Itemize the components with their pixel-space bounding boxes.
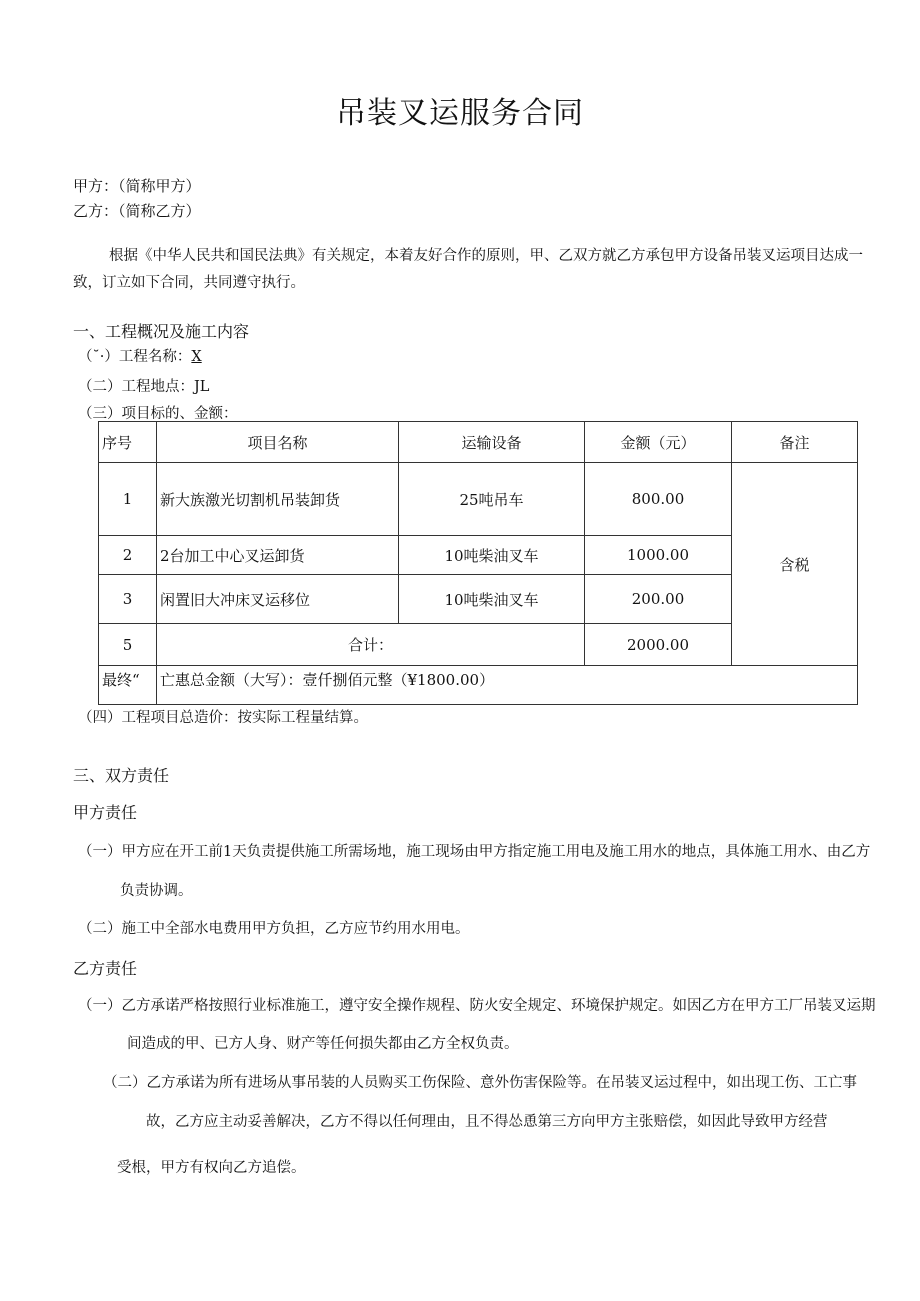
- row-no: 1: [99, 463, 157, 536]
- row-equipment: 25吨吊车: [399, 463, 585, 536]
- header-equipment: 运输设备: [399, 422, 585, 463]
- party-a-duty-1-line-1: （一）甲方应在开工前1天负责提供施工所需场地，施工现场由甲方指定施工用电及施工用水的地点，具体施工用水、由乙方: [78, 844, 871, 860]
- project-name-label: （˘·）工程名称：: [78, 349, 192, 365]
- section-3-heading: 三、双方责任: [73, 766, 170, 785]
- row-project-name: 新大族激光切割机吊装卸货: [157, 463, 399, 536]
- project-amount-item: （三）项目标的、金额：: [78, 406, 238, 422]
- header-no: 序号: [99, 422, 157, 463]
- party-a-duties-heading: 甲方责任: [73, 803, 138, 822]
- party-b-duty-2-line-1: （二）乙方承诺为所有进场从事吊装的人员购买工伤保险、意外伤害保险等。在吊装叉运过程中，如出现工伤、工亡事: [103, 1075, 857, 1091]
- remark-cell: 含税: [732, 463, 858, 666]
- row-project-name: 闲置旧大冲床叉运移位: [157, 575, 399, 624]
- project-location-item: （二）工程地点：JL: [78, 379, 210, 395]
- section-1-heading: 一、工程概况及施工内容: [73, 322, 250, 341]
- party-b-duty-1-line-2: 间造成的甲、已方人身、财产等任何损失都由乙方全权负责。: [127, 1036, 519, 1052]
- preamble-line-1: 根据《中华人民共和国民法典》有关规定，本着友好合作的原则，甲、乙双方就乙方承包甲方设备吊装叉运项目达成一: [109, 248, 863, 264]
- project-name-item: [78, 345, 202, 366]
- table-header-row: [99, 422, 858, 463]
- row-no: 2: [99, 536, 157, 575]
- total-label: 合计：: [157, 624, 585, 666]
- row-no: 3: [99, 575, 157, 624]
- project-name-value: X: [191, 349, 202, 365]
- preamble-line-2: 致，订立如下合同，共同遵守执行。: [73, 275, 305, 291]
- party-b-line: 乙方：（简称乙方）: [73, 202, 201, 220]
- header-amount: 金额（元）: [585, 422, 732, 463]
- total-price-item: （四）工程项目总造价：按实际工程量结算。: [78, 710, 368, 726]
- final-label: 最终“: [99, 666, 157, 705]
- header-project-name: 项目名称: [157, 422, 399, 463]
- total-no: 5: [99, 624, 157, 666]
- party-a-line: 甲方：（简称甲方）: [73, 177, 201, 195]
- row-amount: 200.00: [585, 575, 732, 624]
- final-total-value: 亡惠总金额（大写）：壹仟捌佰元整（¥1800.00）: [157, 666, 858, 705]
- document-title: 吊装叉运服务合同: [336, 96, 584, 131]
- table-row: [99, 463, 858, 536]
- row-equipment: 10吨柴油叉车: [399, 536, 585, 575]
- party-b-duty-2-line-2: 故，乙方应主动妥善解决，乙方不得以任何理由，且不得怂恿第三方向甲方主张赔偿，如因此导致甲方经营: [146, 1114, 828, 1130]
- row-project-name: 2台加工中心叉运卸货: [157, 536, 399, 575]
- final-total-row: [99, 666, 858, 705]
- row-amount: 1000.00: [585, 536, 732, 575]
- total-amount: 2000.00: [585, 624, 732, 666]
- items-table: [98, 421, 858, 705]
- party-b-duty-1-line-1: （一）乙方承诺严格按照行业标准施工，遵守安全操作规程、防火安全规定、环境保护规定。如因乙方在甲方工厂吊装叉运期: [78, 998, 876, 1014]
- header-remark: 备注: [732, 422, 858, 463]
- row-amount: 800.00: [585, 463, 732, 536]
- row-equipment: 10吨柴油叉车: [399, 575, 585, 624]
- party-b-duties-heading: 乙方责任: [73, 959, 138, 978]
- party-a-duty-1-line-2: 负责协调。: [120, 883, 193, 899]
- party-b-duty-2-line-3: 受根，甲方有权向乙方追偿。: [117, 1160, 306, 1176]
- party-a-duty-2: （二）施工中全部水电费用甲方负担，乙方应节约用水用电。: [78, 921, 470, 937]
